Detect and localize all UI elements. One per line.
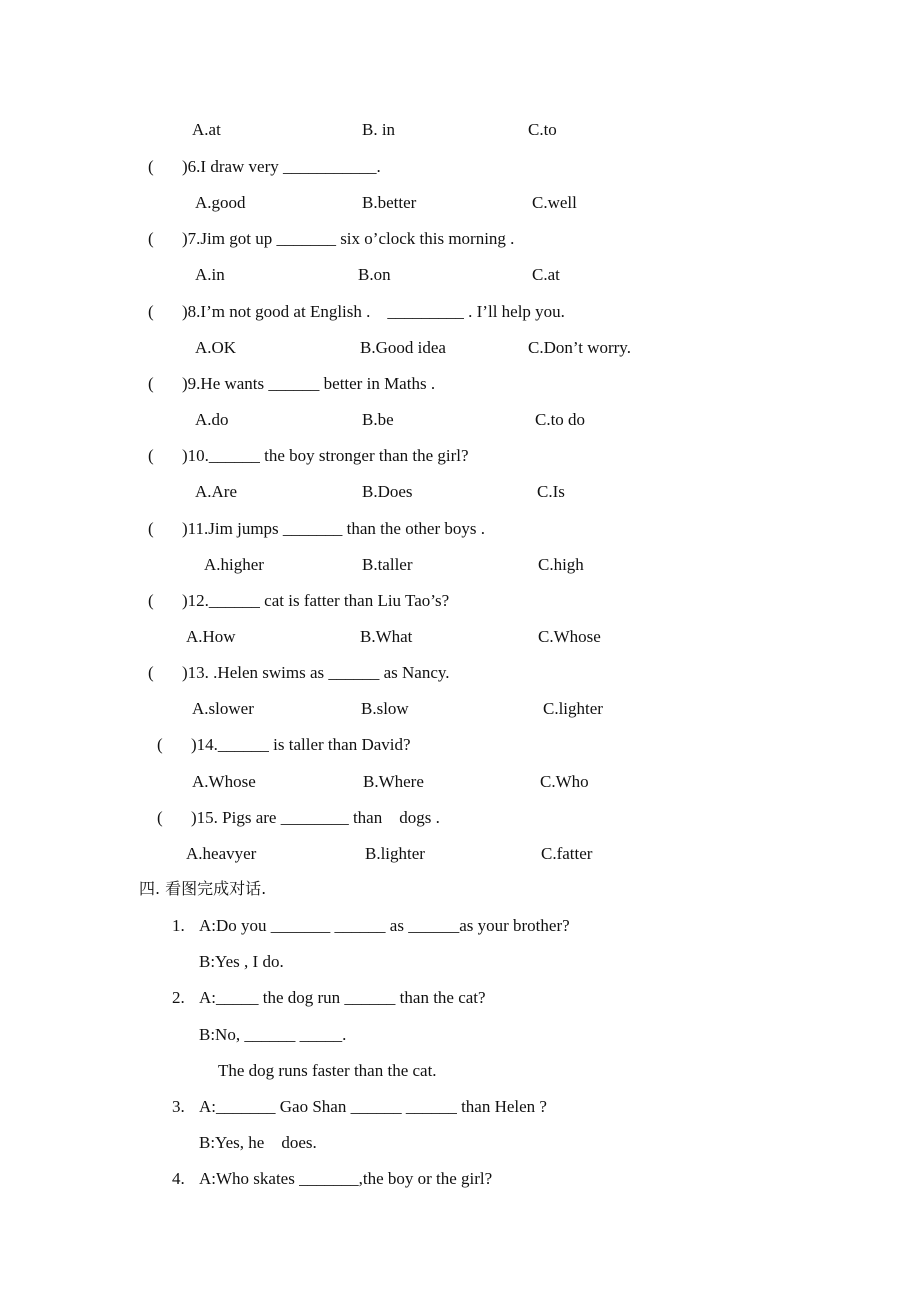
option-a: A.How (186, 627, 236, 646)
option-a: A.Whose (192, 772, 256, 791)
option-a: A.OK (195, 338, 237, 357)
option-b: B.on (358, 265, 391, 284)
answer-paren: ( (148, 663, 154, 682)
dialogue-line-a: A:Do you _______ ______ as ______as your brother? (199, 916, 570, 935)
dialogue-line-b: B:No, ______ _____. (199, 1025, 347, 1044)
dialogue-number: 2. (172, 988, 185, 1007)
option-a: A.slower (192, 699, 254, 718)
answer-paren: ( (157, 735, 163, 754)
option-c: C.Is (537, 482, 565, 501)
option-c: C.high (538, 555, 584, 574)
dialogue-line-a: A:_____ the dog run ______ than the cat? (199, 988, 486, 1007)
question-stem: )9.He wants ______ better in Maths . (182, 374, 436, 393)
question-stem: )10.______ the boy stronger than the girl? (182, 446, 469, 465)
dialogue-number: 4. (172, 1169, 185, 1188)
question-stem: )7.Jim got up _______ six o’clock this morning . (182, 229, 515, 248)
option-b: B.Where (363, 772, 424, 791)
dialogue-line-b: B:Yes, he does. (199, 1133, 317, 1152)
question-stem: )11.Jim jumps _______ than the other boys . (182, 519, 485, 538)
option-b: B.better (362, 193, 417, 212)
q5-option-b: B. in (362, 120, 396, 139)
option-c: C.Don’t worry. (528, 338, 631, 357)
option-b: B.slow (361, 699, 409, 718)
dialogue-number: 1. (172, 916, 185, 935)
dialogue-number: 3. (172, 1097, 185, 1116)
answer-paren: ( (148, 374, 154, 393)
q5-option-a: A.at (192, 120, 221, 139)
answer-paren: ( (157, 808, 163, 827)
option-a: A.do (195, 410, 229, 429)
q5-option-c: C.to (528, 120, 557, 139)
answer-paren: ( (148, 302, 154, 321)
option-a: A.good (195, 193, 246, 212)
option-c: C.to do (535, 410, 586, 429)
option-b: B.Good idea (360, 338, 446, 357)
option-c: C.Whose (538, 627, 601, 646)
question-stem: )12.______ cat is fatter than Liu Tao’s? (182, 591, 450, 610)
option-c: C.at (532, 265, 560, 284)
option-c: C.fatter (541, 844, 593, 863)
option-c: C.lighter (543, 699, 603, 718)
dialogue-line-a: A:Who skates _______,the boy or the girl? (199, 1169, 493, 1188)
answer-paren: ( (148, 229, 154, 248)
question-stem: )6.I draw very ___________. (182, 157, 381, 176)
answer-paren: ( (148, 519, 154, 538)
answer-paren: ( (148, 446, 154, 465)
option-b: B.What (360, 627, 413, 646)
option-a: A.higher (204, 555, 264, 574)
question-stem: )15. Pigs are ________ than dogs . (191, 808, 440, 827)
answer-paren: ( (148, 591, 154, 610)
option-a: A.heavyer (186, 844, 257, 863)
option-c: C.Who (540, 772, 589, 791)
question-stem: )13. .Helen swims as ______ as Nancy. (182, 663, 450, 682)
question-stem: )14.______ is taller than David? (191, 735, 411, 754)
option-c: C.well (532, 193, 577, 212)
option-b: B.be (362, 410, 394, 429)
option-b: B.Does (362, 482, 413, 501)
option-a: A.Are (195, 482, 238, 501)
question-stem: )8.I’m not good at English . _________ . I’ll help you. (182, 302, 565, 321)
dialogue-line-extra: The dog runs faster than the cat. (218, 1061, 437, 1080)
dialogue-line-b: B:Yes , I do. (199, 952, 284, 971)
option-b: B.taller (362, 555, 413, 574)
option-a: A.in (195, 265, 225, 284)
answer-paren: ( (148, 157, 154, 176)
dialogue-line-a: A:_______ Gao Shan ______ ______ than Helen ? (199, 1097, 547, 1116)
option-b: B.lighter (365, 844, 425, 863)
section-title: 四. 看图完成对话. (139, 879, 267, 898)
